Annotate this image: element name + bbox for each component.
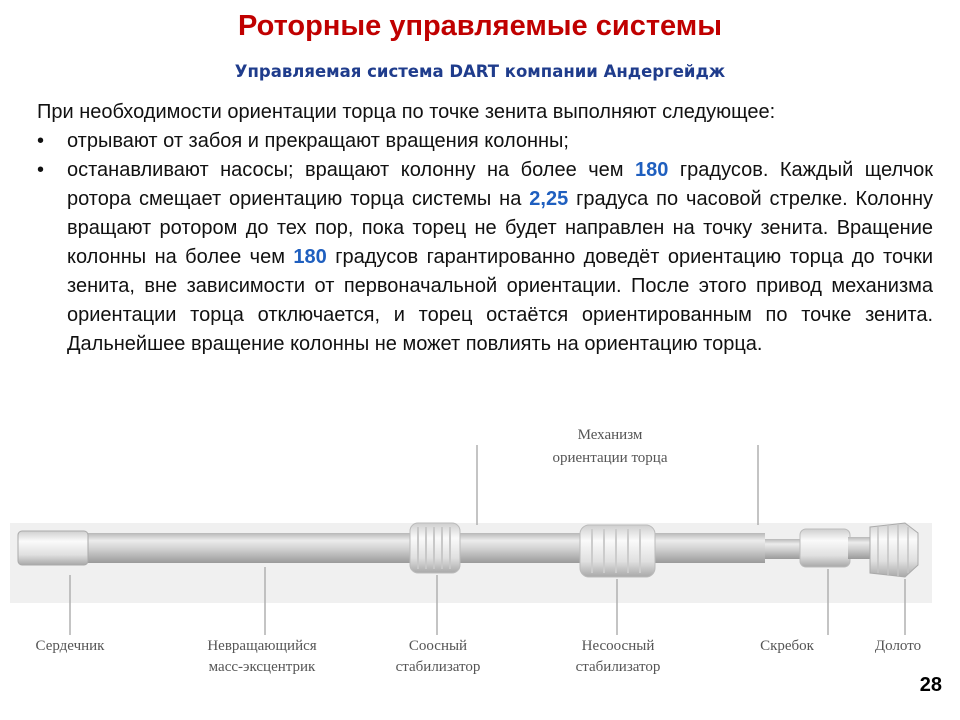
label-scraper: Скребок: [760, 638, 814, 654]
pipe-neck-2: [848, 537, 870, 559]
bullet-text-part: градусов гарантированно доведёт ориентацию торца до точки зенита, вне зависимости от первоначальной ориентации. После этого привод механизма ориентации торца отключается, и торец остаётся ориентированным по точке зенита. Дальнейшее вращение колонны не может повлиять на ориентацию торца.: [67, 246, 933, 355]
label-mass-eccentric-1: Невращающийся: [207, 638, 317, 654]
bullet-text-part: градуса по часовой стрелке. Колонну вращают ротором до тех пор, пока торец не будет направлен на точку зенита. Вращение колонны на более чем: [67, 188, 933, 268]
slide-subtitle: Управляемая система DART компании Андергейдж: [234, 62, 726, 81]
bullet-text: отрывают от забоя и прекращают вращения колонны;: [67, 130, 569, 152]
page-number: 28: [919, 674, 942, 696]
slide-title: Роторные управляемые системы: [237, 10, 722, 42]
bullet-list: [37, 127, 933, 359]
label-coaxial-stabilizer-1: Соосный: [408, 638, 468, 654]
label-noncoaxial-stabilizer-2: стабилизатор: [575, 659, 661, 675]
bullet-item-1: [37, 127, 933, 156]
label-bit: Долото: [874, 638, 922, 654]
highlight-number: 2,25: [529, 188, 569, 210]
label-orientation-mechanism-1: Механизм: [577, 427, 643, 443]
label-orientation-mechanism-2: ориентации торца: [552, 450, 668, 466]
body-text: [37, 98, 933, 359]
label-noncoaxial-stabilizer-1: Несоосный: [581, 638, 655, 654]
bullet-text-part: градусов. Каждый щелчок ротора смещает ориентацию торца системы на: [67, 159, 933, 210]
bullet-item-2: [37, 156, 933, 359]
label-coaxial-stabilizer-2: стабилизатор: [395, 659, 481, 675]
pipe-neck: [765, 539, 805, 559]
bullet-text-part: останавливают насосы; вращают колонну на более чем: [67, 159, 636, 181]
label-mass-eccentric-2: масс-эксцентрик: [208, 659, 316, 675]
drill-bit: [870, 523, 918, 577]
intro-paragraph: При необходимости ориентации торца по точке зенита выполняют следующее:: [37, 101, 776, 123]
core-end: [18, 531, 88, 565]
scraper-body: [800, 529, 850, 567]
label-core: Сердечник: [35, 638, 105, 654]
dart-tool-diagram: [0, 415, 960, 695]
highlight-number: 180: [293, 246, 327, 268]
highlight-number: 180: [635, 159, 669, 181]
